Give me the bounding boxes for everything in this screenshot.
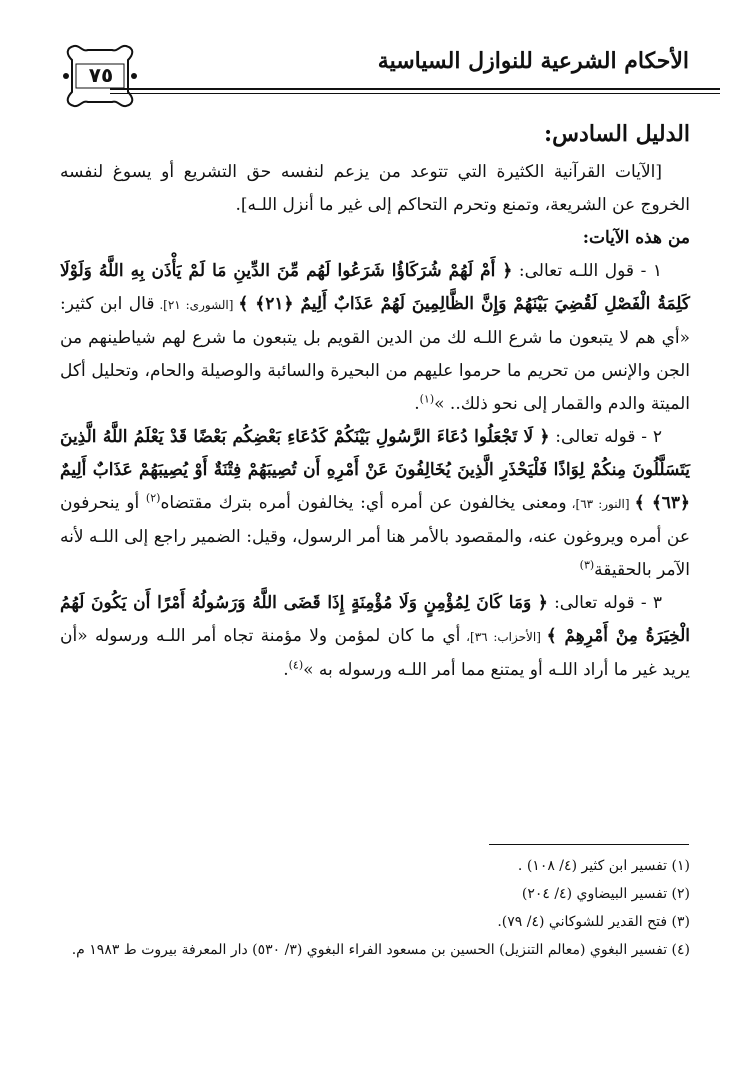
- verse-reference: [النور: ٦٣]،: [566, 497, 635, 511]
- quran-verse: ﴿ لَا تَجْعَلُوا دُعَاءَ الرَّسُولِ بَيْنَكُمْ كَدُعَاءِ بَعْضِكُم بَعْضًا قَدْ يَعْلَمُ اللَّهُ الَّذِينَ يَتَسَلَّلُونَ مِنكُمْ لِوَاذًا فَلْيَحْذَرِ الَّذِينَ يُخَالِفُونَ عَنْ أَمْرِهِ أَن تُصِيبَهُمْ فِتْنَةٌ أَوْ يُصِيبَهُمْ عَذَابٌ أَلِيمٌ ﴿٦٣﴾ ﴾: [60, 427, 691, 513]
- trailing-text: .: [283, 660, 289, 680]
- footnote-4: (٤) تفسير البغوي (معالم التنزيل) الحسين بن مسعود الفراء البغوي (٣/ ٥٣٠) دار المعرفة بيروت ط ١٩٨٣ م.: [71, 942, 690, 958]
- book-title: الأحكام الشرعية للنوازل السياسية: [377, 48, 689, 74]
- footnote-marker[interactable]: (٤): [288, 658, 304, 672]
- commentary-text: قال ابن كثير: «أي هم لا يتبعون ما شرع اللـه لك من الدين القويم بل يتبعون ما شرع لهم شياطينهم من الجن والإنس من تحريم ما حرموا عليهم من البحيرة والسائبة والوصيلة والحام، وتحليل أكل الميتة والدم والقمار إلى نحو ذلك.. »: [60, 294, 690, 414]
- trailing-text: .: [414, 394, 420, 414]
- verse-reference: [الأحزاب: ٣٦]،: [460, 630, 547, 644]
- intro-paragraph: [الآيات القرآنية الكثيرة التي تتوعد من يزعم لنفسه حق التشريع أو يسوغ لنفسه الخروج عن الشريعة، وتمنع وتحرم التحاكم إلى غير ما أنزل اللـه].: [60, 162, 690, 215]
- trailing-text: أو ينحرفون عن أمره ويروغون عنه، والمقصود بالأمر هنا أمر الرسول، وقيل: الضمير راجع إلى اللـه لأنه الآمر بالحقيقة: [60, 493, 690, 580]
- quran-verse: ﴿ أَمْ لَهُمْ شُرَكَاؤُا شَرَعُوا لَهُم مِّنَ الدِّينِ مَا لَمْ يَأْذَن بِهِ اللَّهُ وَلَوْلَا كَلِمَةُ الْفَصْلِ لَقُضِيَ بَيْنَهُمْ وَإِنَّ الظَّالِمِينَ لَهُمْ عَذَابٌ أَلِيمٌ ﴿٢١﴾ ﴾: [60, 261, 691, 314]
- footnote-divider: [489, 844, 689, 845]
- footnote-2: (٢) تفسير البيضاوي (٤/ ٢٠٤): [521, 886, 690, 902]
- subheading: من هذه الآيات:: [582, 228, 690, 248]
- evidence-item-1: [60, 255, 690, 421]
- commentary-text: ومعنى يخالفون عن أمره أي: يخالفون أمره بترك مقتضاه: [160, 493, 567, 513]
- item-lead: ٢ - قوله تعالى:: [549, 427, 662, 447]
- item-lead: ٣ - قوله تعالى:: [547, 593, 662, 613]
- footnotes: [60, 852, 690, 964]
- section-title: الدليل السادس:: [544, 121, 690, 147]
- quran-verse: ﴿ وَمَا كَانَ لِمُؤْمِنٍ وَلَا مُؤْمِنَةٍ إِذَا قَضَى اللَّهُ وَرَسُولُهُ أَمْرًا أَن يَكُونَ لَهُمُ الْخِيَرَةُ مِنْ أَمْرِهِمْ ﴾: [60, 593, 691, 646]
- footnote-marker[interactable]: (٢): [145, 491, 161, 505]
- page-header: [0, 0, 749, 110]
- header-rule: [110, 88, 720, 98]
- item-lead: ١ - قول اللـه تعالى:: [512, 261, 663, 281]
- evidence-item-2: [60, 421, 690, 587]
- footnote-1: (١) تفسير ابن كثير (٤/ ١٠٨) .: [517, 858, 690, 874]
- commentary-text: أي ما كان لمؤمن ولا مؤمنة تجاه أمر اللـه ورسوله «أن يريد غير ما أراد اللـه أو يمتنع مما أمر اللـه ورسوله به »: [60, 626, 690, 680]
- evidence-item-3: [60, 587, 690, 687]
- verse-reference: [الشورى: ٢١].: [154, 298, 239, 312]
- footnote-marker[interactable]: (٣): [579, 558, 595, 572]
- main-text: [60, 112, 690, 687]
- page-number: ٧٥: [88, 63, 114, 87]
- footnote-3: (٣) فتح القدير للشوكاني (٤/ ٧٩).: [497, 914, 690, 930]
- footnote-marker[interactable]: (١): [419, 392, 435, 406]
